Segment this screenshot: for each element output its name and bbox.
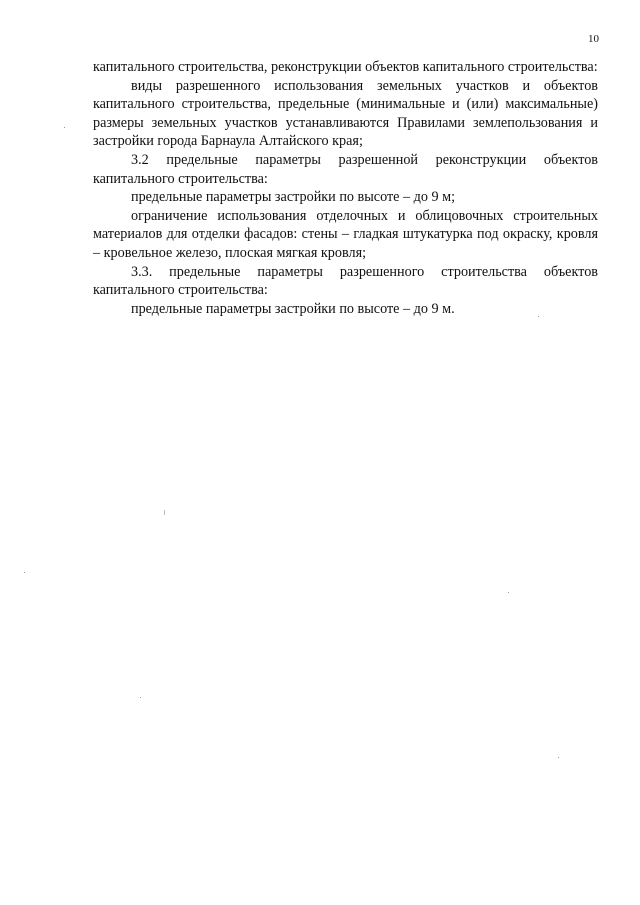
body-text xyxy=(93,58,598,318)
scan-speck xyxy=(164,510,165,515)
scan-speck xyxy=(508,592,509,593)
paragraph-construction-limits: 3.3. предельные параметры разрешенного строительства объектов капитального строительства: xyxy=(93,263,598,299)
scan-speck xyxy=(64,127,65,128)
scan-speck xyxy=(558,757,559,758)
scan-speck xyxy=(140,697,141,698)
scan-speck xyxy=(538,316,539,317)
scan-speck xyxy=(24,572,25,573)
paragraph-height-limit: предельные параметры застройки по высоте – до 9 м; xyxy=(131,189,456,206)
paragraph-permitted-uses: виды разрешенного использования земельных участков и объектов капитального строительства, предельные (минимальные и (или) максимальные) размеры земельных участков устанавливаются Правилами землепользования и застройки города Барнаула Алтайского края; xyxy=(93,77,598,150)
paragraph-facade-materials: ограничение использования отделочных и облицовочных строительных материалов для отделки фасадов: стены – гладкая штукатурка под окраску, кровля – кровельное железо, плоская мягкая кровля; xyxy=(93,207,598,261)
paragraph-continuation: капитального строительства, реконструкции объектов капитального строительства: xyxy=(93,59,598,75)
paragraph-reconstruction-limits: 3.2 предельные параметры разрешенной реконструкции объектов капитального строительства: xyxy=(93,151,598,187)
paragraph-height-limit-final: предельные параметры застройки по высоте – до 9 м. xyxy=(131,300,455,317)
page-number: 10 xyxy=(588,33,599,45)
